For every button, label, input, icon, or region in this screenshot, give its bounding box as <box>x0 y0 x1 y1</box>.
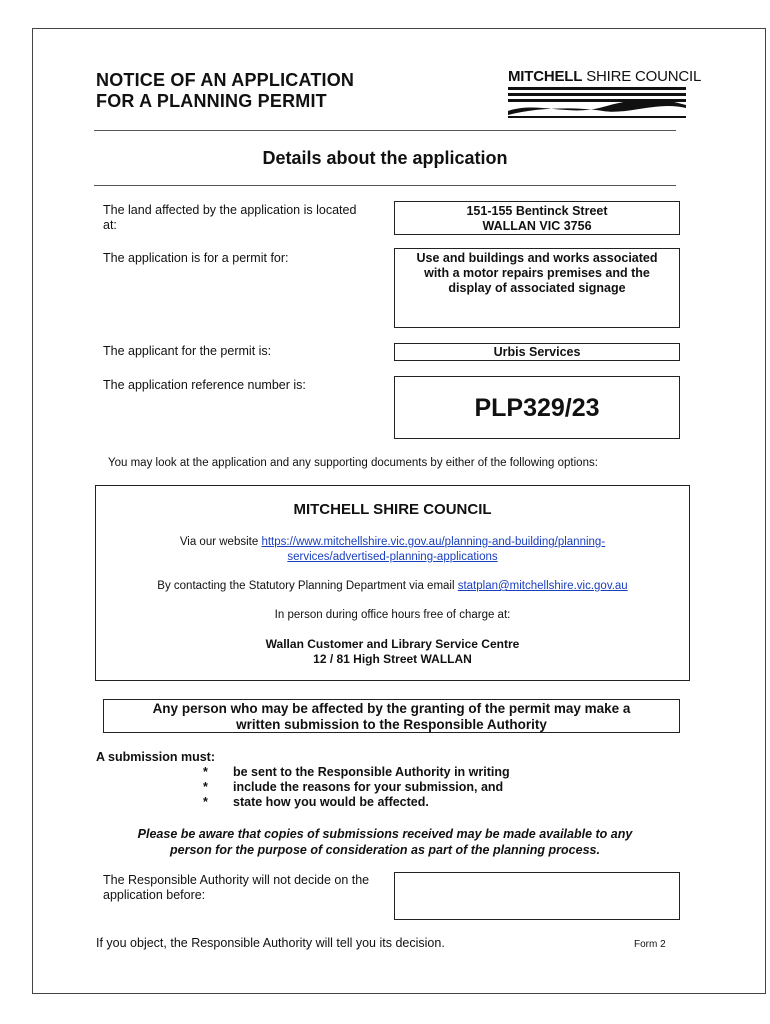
section-title: Details about the application <box>262 148 508 168</box>
objection-text: If you object, the Responsible Authority will tell you its decision. <box>96 936 445 950</box>
section-divider <box>94 185 676 186</box>
reference-number-box: PLP329/23 <box>394 376 680 439</box>
form-number: Form 2 <box>634 939 666 950</box>
document-title: NOTICE OF AN APPLICATION FOR A PLANNING PERMIT <box>96 70 355 111</box>
council-logo <box>508 68 702 120</box>
list-item: * be sent to the Responsible Authority in writing <box>203 765 510 779</box>
permit-label: The application is for a permit for: <box>103 251 289 265</box>
council-heading: MITCHELL SHIRE COUNCIL <box>293 501 492 518</box>
applicant-label: The applicant for the permit is: <box>103 344 272 358</box>
logo-text-light: SHIRE COUNCIL <box>582 68 702 85</box>
email-link[interactable]: statplan@mitchellshire.vic.gov.au <box>457 580 628 592</box>
submission-list <box>203 765 663 810</box>
header-divider <box>94 130 676 131</box>
service-centre: Wallan Customer and Library Service Centre 12 / 81 High Street WALLAN <box>265 637 520 666</box>
land-label: The land affected by the application is located at: <box>103 203 357 232</box>
applicant-box: Urbis Services <box>394 343 680 361</box>
website-link[interactable]: https://www.mitchellshire.vic.gov.au/planning-and-building/planning- <box>261 536 606 548</box>
options-intro: You may look at the application and any supporting documents by either of the following options: <box>108 457 598 469</box>
list-item: * include the reasons for your submission, and <box>203 780 504 794</box>
submission-heading: A submission must: <box>96 750 215 764</box>
decision-date-box <box>394 872 680 920</box>
land-address-box: 151-155 Bentinck Street WALLAN VIC 3756 <box>394 201 680 235</box>
privacy-note: Please be aware that copies of submissions received may be made available to any person for the purpose of consideration as part of the planning process. <box>137 827 633 857</box>
council-contact-box <box>95 485 690 681</box>
submission-banner: Any person who may be affected by the granting of the permit may make a written submission to the Responsible Authority <box>103 699 680 733</box>
email-line: By contacting the Statutory Planning Department via email statplan@mitchellshire.vic.gov.au <box>157 580 628 592</box>
reference-label: The application reference number is: <box>103 378 306 392</box>
logo-waves-icon <box>508 87 686 121</box>
permit-description-box: Use and buildings and works associated with a motor repairs premises and the display of associated signage <box>394 248 680 328</box>
decide-label: The Responsible Authority will not decide on the application before: <box>103 873 370 902</box>
logo-text-bold: MITCHELL <box>508 68 583 85</box>
in-person-text: In person during office hours free of charge at: <box>274 609 511 621</box>
list-item: * state how you would be affected. <box>203 795 429 809</box>
website-line: Via our website https://www.mitchellshire.vic.gov.au/planning-and-building/planning- services/advertised-planning-applications <box>179 536 606 563</box>
website-link-continued[interactable]: services/advertised-planning-applications <box>287 551 498 563</box>
